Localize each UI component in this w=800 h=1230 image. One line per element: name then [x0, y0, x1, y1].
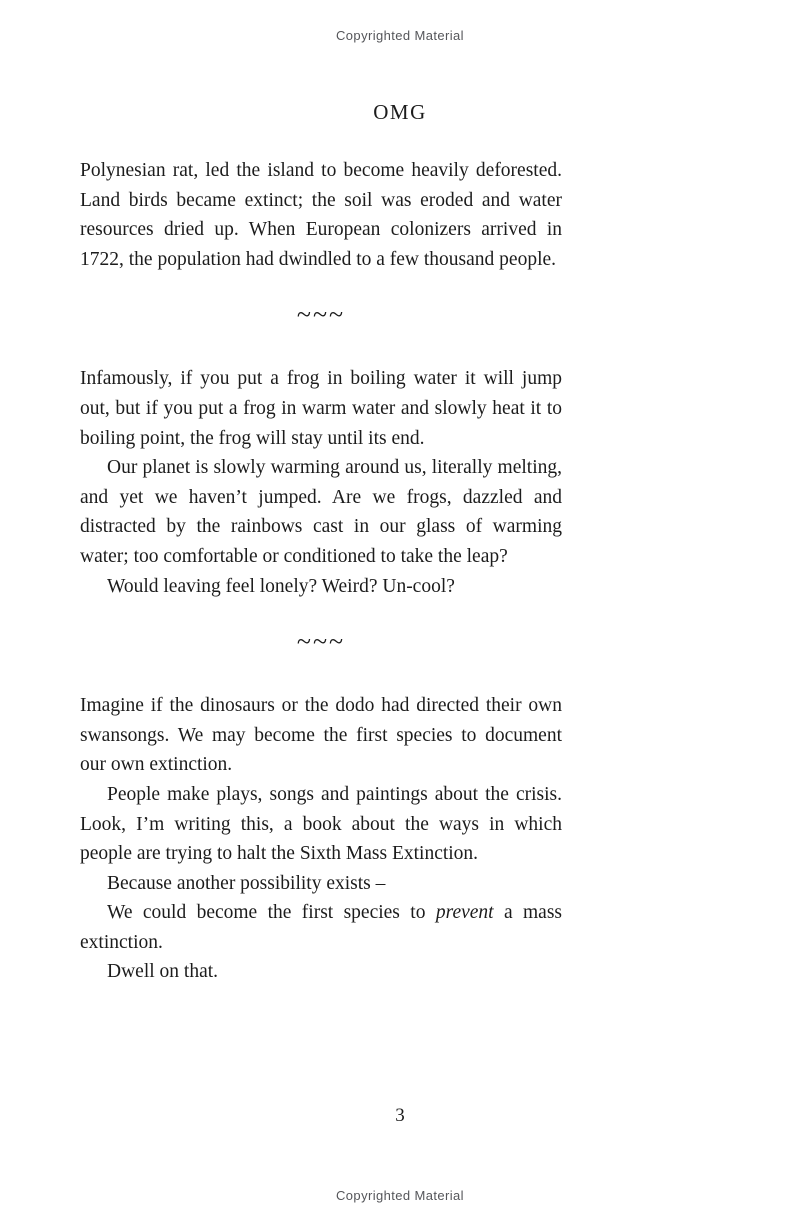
paragraph [80, 898, 562, 957]
paragraph: People make plays, songs and paintings about the crisis. Look, I’m writing this, a book about the ways in which people are trying to halt the Sixth Mass Extinction. [80, 783, 562, 865]
paragraph-text: a mass extinction. [80, 902, 562, 953]
page-number: 3 [395, 1105, 405, 1126]
paragraph: Dwell on that. [107, 961, 219, 983]
paragraph-text: We could become the first species to [107, 902, 436, 924]
paragraph: Our planet is slowly warming around us, literally melting, and yet we haven’t jumped. Are we frogs, dazzled and distracted by the rainbows cast in our glass of warming water; too comfortable or conditioned to take the leap? [80, 457, 562, 567]
copyright-notice-bottom: Copyrighted Material [336, 1188, 464, 1203]
emphasized-word: prevent [435, 902, 494, 924]
copyright-notice-top: Copyrighted Material [336, 28, 464, 43]
paragraph: Infamously, if you put a frog in boiling water it will jump out, but if you put a frog in warm water and slowly heat it to boiling point, the frog will stay until its end. [80, 368, 562, 449]
paragraph: Because another possibility exists – [107, 872, 386, 894]
paragraph: Would leaving feel lonely? Weird? Un-cool? [107, 575, 455, 597]
section-divider: ~~~ [296, 627, 346, 657]
paragraph: Imagine if the dinosaurs or the dodo had directed their own swansongs. We may become the first species to document our own extinction. [80, 695, 562, 776]
chapter-title: OMG [373, 100, 427, 124]
section-divider: ~~~ [296, 300, 346, 330]
paragraph-continuation: Polynesian rat, led the island to become heavily deforested. Land birds became extinct; the soil was eroded and water resources dried up. When European colonizers arrived in 1722, the population had dwindled to a few thousand people. [80, 160, 562, 270]
page-text [80, 156, 562, 987]
